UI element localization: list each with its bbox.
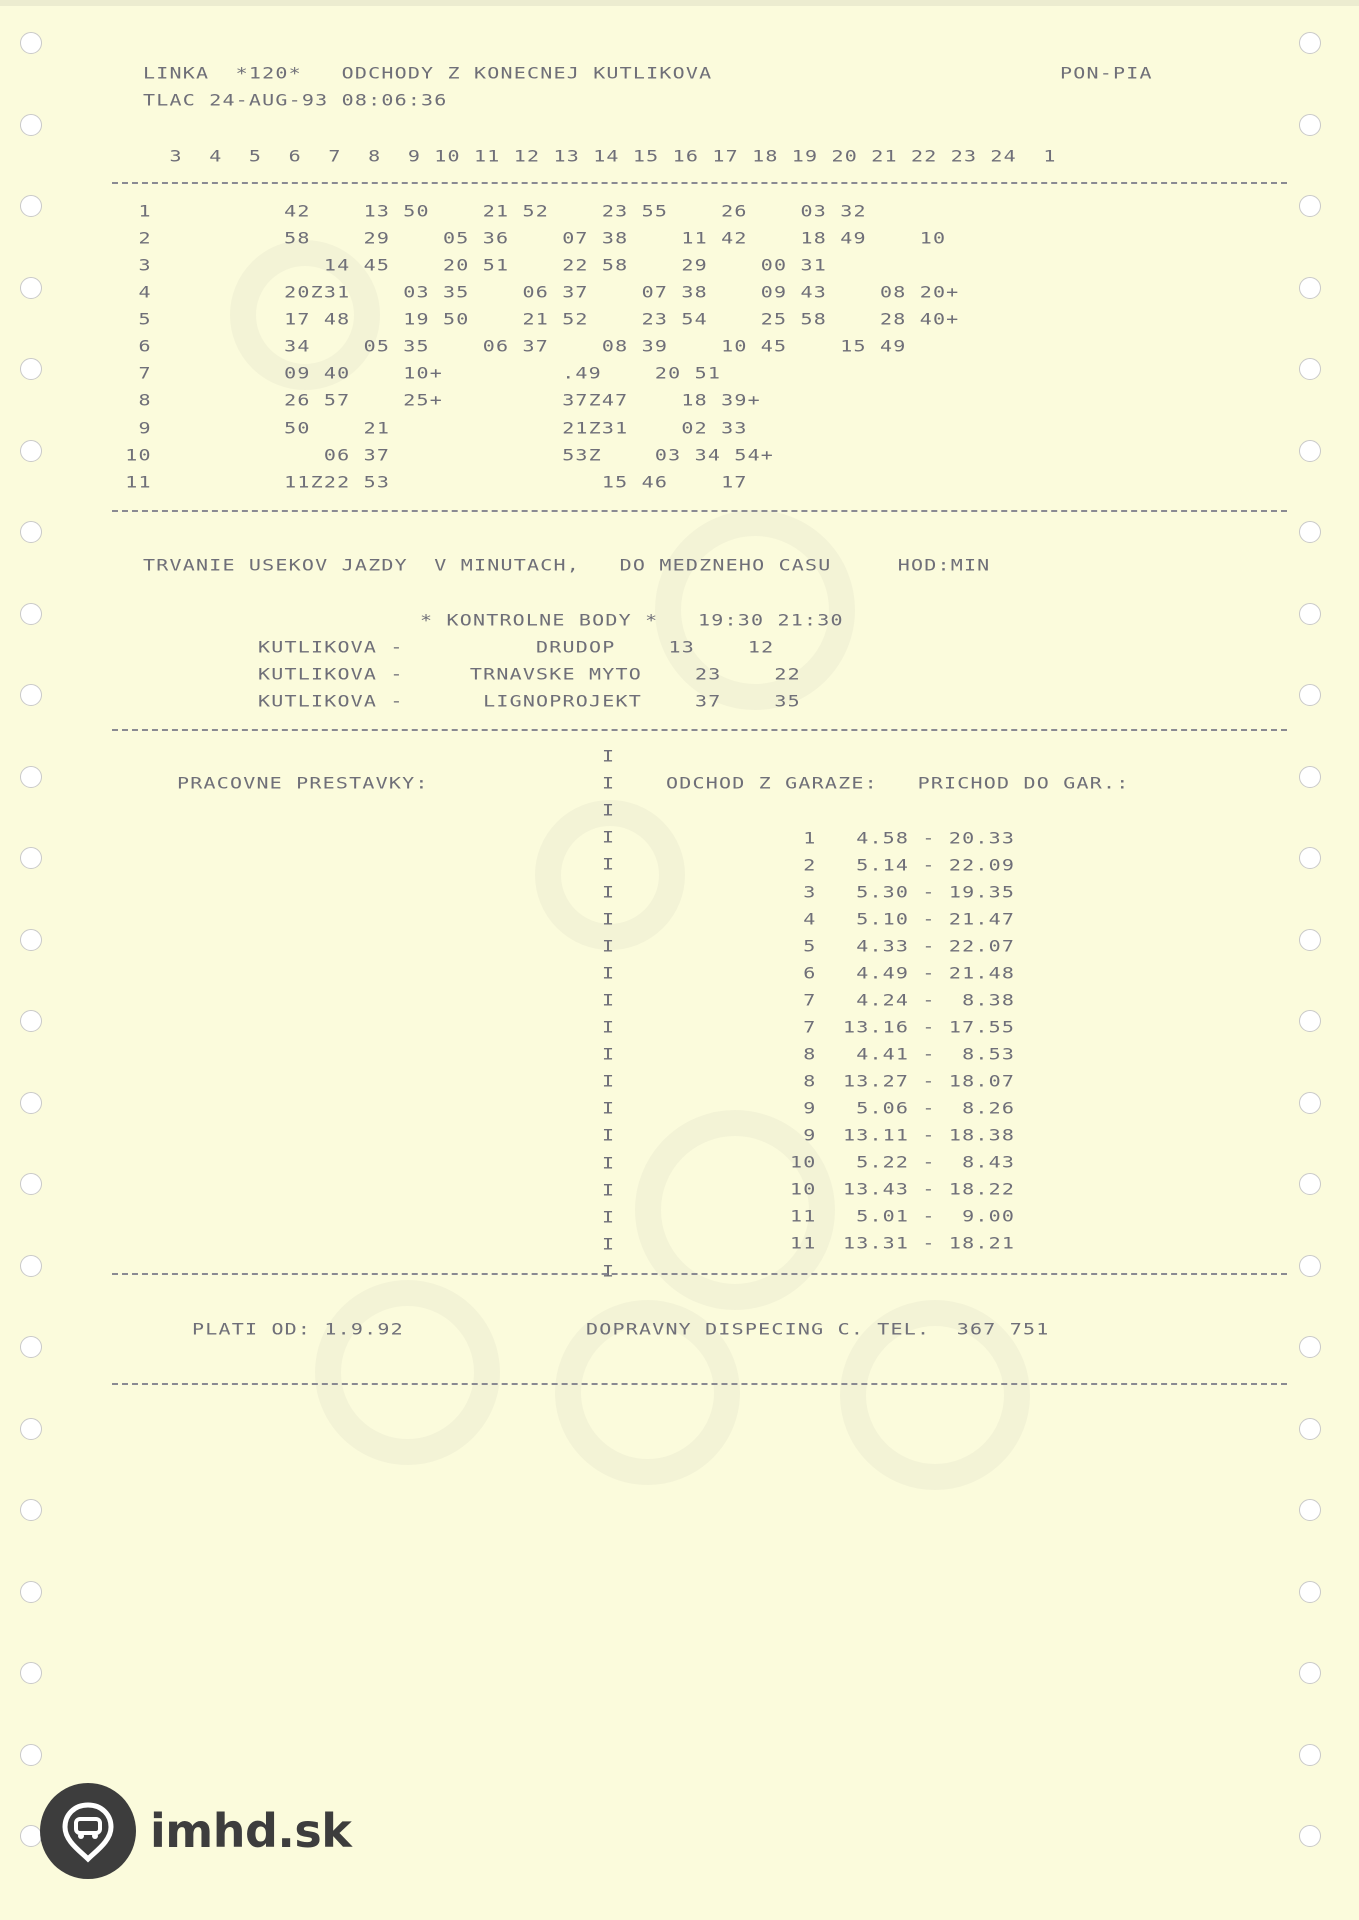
dispatch-phone: DOPRAVNY DISPECING C. TEL. 367 751: [586, 1319, 1050, 1339]
tractor-hole: [1299, 358, 1321, 380]
departure-row: 9 50 21 21Z31 02 33: [112, 418, 748, 438]
valid-from: PLATI OD: 1.9.92: [192, 1319, 404, 1339]
tractor-hole: [1299, 847, 1321, 869]
tractor-hole: [20, 1255, 42, 1277]
tractor-hole: [20, 195, 42, 217]
divider-char: I: [602, 1071, 616, 1091]
tractor-hole: [20, 603, 42, 625]
tractor-hole: [1299, 1092, 1321, 1114]
garage-row: 9 13.11 - 18.38: [790, 1125, 1016, 1145]
tractor-hole: [20, 1336, 42, 1358]
tractor-holes-right: [1299, 0, 1329, 1920]
tractor-hole: [1299, 1825, 1321, 1847]
divider-char: I: [602, 1125, 616, 1146]
garage-row: 3 5.30 - 19.35: [790, 882, 1016, 902]
garage-row: 7 13.16 - 17.55: [790, 1017, 1016, 1037]
tractor-hole: [1299, 195, 1321, 217]
garage-header: ODCHOD Z GARAZE: PRICHOD DO GAR.:: [666, 773, 1130, 793]
departure-row: 2 58 29 05 36 07 38 11 42 18 49 10: [112, 228, 947, 248]
dashed-separator: [112, 1273, 1287, 1275]
tractor-hole: [1299, 1499, 1321, 1521]
tractor-hole: [20, 684, 42, 706]
garage-row: 5 4.33 - 22.07: [790, 936, 1016, 956]
tractor-hole: [20, 1581, 42, 1603]
tractor-hole: [1299, 929, 1321, 951]
print-timestamp: TLAC 24-AUG-93 08:06:36: [143, 90, 448, 110]
durations-title: TRVANIE USEKOV JAZDY V MINUTACH, DO MEDZNEHO CASU HOD:MIN: [143, 555, 991, 575]
tractor-hole: [20, 277, 42, 299]
departure-row: 8 26 57 25+ 37Z47 18 39+: [112, 390, 761, 410]
header-days: PON-PIA: [1060, 63, 1153, 83]
dashed-separator: [112, 510, 1287, 512]
dashed-separator: [112, 182, 1287, 184]
header-title: LINKA *120* ODCHODY Z KONECNEJ KUTLIKOVA: [143, 63, 713, 83]
tractor-hole: [20, 1744, 42, 1766]
hours-header-row: 3 4 5 6 7 8 9 10 11 12 13 14 15 16 17 18 19 20 21 22 23 24 1: [143, 146, 1057, 166]
tractor-hole: [1299, 1744, 1321, 1766]
tractor-hole: [20, 1499, 42, 1521]
tractor-hole: [20, 114, 42, 136]
divider-char: I: [602, 1233, 616, 1254]
garage-row: 11 13.31 - 18.21: [790, 1233, 1016, 1253]
imhd-logo: [40, 1783, 351, 1879]
tractor-hole: [1299, 521, 1321, 543]
divider-char: I: [602, 1044, 616, 1064]
divider-char: I: [602, 827, 616, 847]
tractor-hole: [20, 521, 42, 543]
departure-row: 11 11Z22 53 15 46 17: [112, 472, 748, 492]
tractor-hole: [20, 1418, 42, 1440]
garage-row: 10 5.22 - 8.43: [790, 1152, 1016, 1172]
divider-char: I: [602, 1098, 616, 1118]
tractor-hole: [20, 1173, 42, 1195]
garage-row: 8 4.41 - 8.53: [790, 1044, 1016, 1064]
tractor-hole: [20, 766, 42, 788]
departure-row: 7 09 40 10+ .49 20 51: [112, 363, 722, 383]
garage-row: 2 5.14 - 22.09: [790, 855, 1016, 875]
tractor-hole: [20, 1092, 42, 1114]
divider-char: I: [602, 1260, 616, 1281]
tractor-hole: [1299, 1418, 1321, 1440]
tractor-hole: [1299, 1662, 1321, 1684]
tractor-hole: [20, 847, 42, 869]
garage-row: 9 5.06 - 8.26: [790, 1098, 1016, 1118]
checkpoints-header: * KONTROLNE BODY * 19:30 21:30: [420, 610, 844, 630]
logo-text: imhd.sk: [150, 1804, 352, 1858]
garage-row: 4 5.10 - 21.47: [790, 909, 1016, 929]
tractor-hole: [1299, 1010, 1321, 1032]
divider-char: I: [602, 1179, 616, 1200]
tractor-hole: [1299, 1255, 1321, 1277]
tractor-hole: [20, 440, 42, 462]
tractor-holes-left: [20, 0, 50, 1920]
divider-char: I: [602, 746, 616, 766]
garage-row: 6 4.49 - 21.48: [790, 963, 1016, 983]
departure-row: 1 42 13 50 21 52 23 55 26 03 32: [112, 201, 867, 221]
divider-char: I: [602, 1206, 616, 1227]
duration-row: KUTLIKOVA - DRUDOP 13 12: [258, 637, 775, 657]
watermark-mark: [315, 1280, 500, 1465]
garage-row: 8 13.27 - 18.07: [790, 1071, 1016, 1091]
dashed-separator: [112, 1383, 1287, 1385]
departure-row: 6 34 05 35 06 37 08 39 10 45 15 49: [112, 336, 907, 356]
garage-row: 10 13.43 - 18.22: [790, 1179, 1016, 1199]
departure-row: 10 06 37 53Z 03 34 54+: [112, 445, 775, 465]
tractor-hole: [1299, 603, 1321, 625]
divider-char: I: [602, 935, 616, 956]
divider-char: I: [602, 881, 616, 902]
tractor-hole: [1299, 684, 1321, 706]
paper-top-edge: [0, 0, 1359, 6]
garage-row: 1 4.58 - 20.33: [790, 828, 1016, 848]
tractor-hole: [1299, 114, 1321, 136]
divider-char: I: [602, 773, 616, 793]
tractor-hole: [1299, 277, 1321, 299]
tractor-hole: [1299, 1173, 1321, 1195]
divider-char: I: [602, 908, 616, 929]
tractor-hole: [1299, 766, 1321, 788]
departure-row: 3 14 45 20 51 22 58 29 00 31: [112, 255, 828, 275]
tractor-hole: [20, 1662, 42, 1684]
departure-row: 4 20Z31 03 35 06 37 07 38 09 43 08 20+: [112, 282, 960, 302]
divider-char: I: [602, 1017, 616, 1037]
tractor-hole: [1299, 1336, 1321, 1358]
tractor-hole: [20, 32, 42, 54]
divider-char: I: [602, 962, 616, 983]
duration-row: KUTLIKOVA - LIGNOPROJEKT 37 35: [258, 691, 801, 711]
tractor-hole: [1299, 440, 1321, 462]
work-breaks-label: PRACOVNE PRESTAVKY:: [177, 773, 429, 793]
tractor-hole: [20, 1010, 42, 1032]
bus-pin-icon: [40, 1783, 136, 1879]
garage-row: 7 4.24 - 8.38: [790, 990, 1016, 1010]
tractor-hole: [20, 358, 42, 380]
divider-char: I: [602, 1152, 616, 1173]
departure-row: 5 17 48 19 50 21 52 23 54 25 58 28 40+: [112, 309, 960, 329]
garage-row: 11 5.01 - 9.00: [790, 1206, 1016, 1226]
divider-char: I: [602, 854, 616, 875]
tractor-hole: [20, 1825, 42, 1847]
tractor-hole: [20, 929, 42, 951]
divider-char: I: [602, 800, 616, 820]
tractor-hole: [1299, 1581, 1321, 1603]
divider-char: I: [602, 989, 616, 1010]
tractor-hole: [1299, 32, 1321, 54]
dashed-separator: [112, 729, 1287, 731]
duration-row: KUTLIKOVA - TRNAVSKE MYTO 23 22: [258, 664, 801, 684]
